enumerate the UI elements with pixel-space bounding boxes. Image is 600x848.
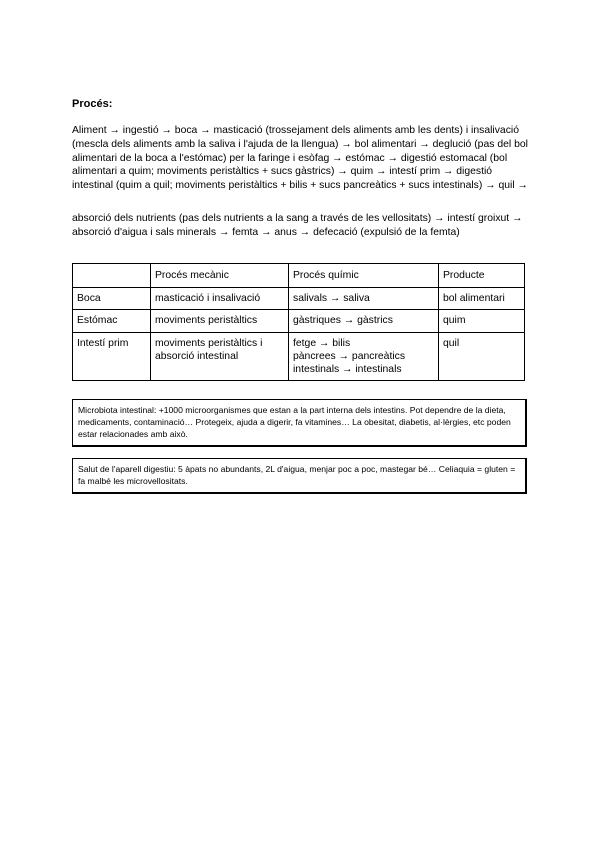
mechanical-cell (151, 332, 289, 381)
chemical-line: fetge → bilis (293, 337, 351, 349)
table-header-chemical: Procés químic (289, 264, 439, 288)
product-cell: bol alimentari (439, 288, 525, 310)
table-row (73, 288, 525, 310)
mechanical-line: absorció intestinal (155, 350, 239, 362)
table-row (73, 310, 525, 332)
mechanical-cell (151, 288, 289, 310)
table-header-mechanical: Procés mecànic (151, 264, 289, 288)
organ-cell: Boca (73, 288, 151, 310)
chemical-cell (289, 310, 439, 332)
table-header-row (73, 264, 525, 288)
table-header-product: Producte (439, 264, 525, 288)
digestive-health-note-box: Salut de l'aparell digestiu: 5 àpats no abundants, 2L d'aigua, menjar poc a poc, mastegar bé… Celiaquia = gluten = fa malbé les microvellositats. (72, 458, 527, 494)
product-cell: quil (439, 332, 525, 381)
mechanical-line: moviments peristàltics (155, 315, 258, 327)
mechanical-cell (151, 310, 289, 332)
mechanical-line: moviments peristàltics i (155, 337, 263, 349)
mechanical-line: masticació i insalivació (155, 293, 261, 305)
digestion-table (72, 263, 525, 381)
chemical-cell (289, 332, 439, 381)
chemical-line: salivals → saliva (293, 293, 370, 305)
process-paragraph-1: Aliment → ingestió → boca → masticació (trossejament dels aliments amb les dents) i insalivació (mescla dels aliments amb la saliva i l'ajuda de la llengua) → bol alimentari → deglució (pas del bol alimentari de la boca a l'estómac) per la faringe i esòfag → estómac → digestió estomacal (bol alimentari a quim; moviments peristàltics + sucs gàstrics) → quim → intestí prim → digestió intestinal (quim a quil; moviments peristàltics + bilis + sucs pancreàtics + sucs intestinals) → quil → (72, 125, 528, 192)
table-header-empty (73, 264, 151, 288)
organ-cell: Intestí prim (73, 332, 151, 381)
chemical-line: pàncrees → pancreàtics (293, 350, 406, 362)
section-heading: Procés: (72, 98, 113, 110)
chemical-cell (289, 288, 439, 310)
process-paragraph-2: absorció dels nutrients (pas dels nutrients a la sang a través de les vellositats) → intestí groixut → absorció d'aigua i sals minerals → femta → anus → defecació (expulsió de la femta) (72, 213, 523, 238)
chemical-line: intestinals → intestinals (293, 364, 402, 376)
product-cell: quim (439, 310, 525, 332)
organ-cell: Estómac (73, 310, 151, 332)
microbiota-note-box: Microbiota intestinal: +1000 microorganismes que estan a la part interna dels intestins. Pot dependre de la dieta, medicaments, contaminació… Protegeix, ajuda a digerir, fa vitamines… La obesitat, diabetis, al·lèrgies, etc poden estar relacionades amb això. (72, 399, 527, 447)
chemical-line: gàstriques → gàstrics (293, 315, 393, 327)
table-row (73, 332, 525, 381)
